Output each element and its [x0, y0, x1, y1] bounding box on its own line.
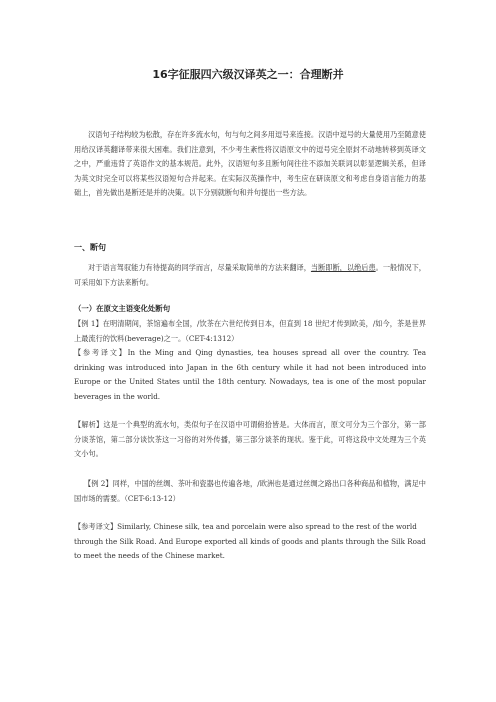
section1-paragraph	[74, 261, 426, 290]
analysis-paragraph: 【解析】这是一个典型的流水句，类似句子在汉语中可谓俯拾皆是。大体而言，原文可分为三个部分，第一部分谈茶馆，第二部分谈饮茶这一习俗的对外传播，第三部分谈茶的现状。鉴于此，可将这段中文处理为三个英文小句。	[74, 420, 426, 459]
reference-translation-2-line-2: through the Silk Road. And Europe exported all kinds of goods and plants through the Silk Road	[74, 536, 426, 546]
section-heading-duanju: 一、断句	[74, 243, 106, 252]
example-1: 【例 1】在明清期间，茶馆遍布全国，/饮茶在六世纪传到日本，但直到 18 世纪才传到欧美，/如今，茶是世界上最流行的饮料(beverage)之一。（CET-4:1312）	[74, 319, 426, 343]
example-2: 【例 2】同样，中国的丝绸、茶叶和瓷器也传遍各地，/欧洲也是通过丝绸之路出口各种商品和植物，满足中国市场的需要。（CET-6:13-12）	[74, 479, 426, 503]
section1-text-before: 对于语言驾驭能力有待提高的同学而言，尽量采取简单的方法来翻译，	[88, 263, 311, 272]
subsection-heading-subject-change: （一）在原文主语变化处断句	[74, 304, 171, 313]
section1-text-after: 。一般情况下，可采用如下方法来断句。	[74, 263, 426, 287]
reference-translation-2-line-1: 【参考译文】Similarly, Chinese silk, tea and porcelain were also spread to the rest of the world	[74, 522, 417, 531]
section1-text-underlined: 当断即断，以绝后患	[310, 263, 376, 272]
reference-translation-2-line-3: to meet the needs of the Chinese market.	[74, 551, 225, 561]
reference-translation-1: 【参考译文】In the Ming and Qing dynasties, tea houses spread all over the country. Tea drinking was introduced into Japan in the 6th century while it had not been introduced into Europe or the United States until the 18th century. Nowadays, tea is one of the most popular beverages in the world.	[74, 348, 426, 401]
reference-translation-2	[74, 520, 426, 564]
intro-paragraph: 汉语句子结构较为松散，存在许多流水句，句与句之间多用逗号来连接。汉语中逗号的大量使用乃至随意使用给汉译英翻译带来很大困难。我们注意到，不少考生紊性将汉语原文中的逗号完全原封不动地转移到英译文之中，严重违背了英语作文的基本规范。此外，汉语短句多且断句间往往不添加关联词以彰显逻辑关系，但译为英文时完全可以将某些汉语短句合并起来。在实际汉英操作中，考生应在研读原文和考虑自身语言能力的基础上，首先做出是断还是并的决策。以下分别就断句和并句提出一些方法。	[74, 130, 426, 198]
page-title: 16字征服四六级汉译英之一：合理断并	[152, 68, 344, 81]
